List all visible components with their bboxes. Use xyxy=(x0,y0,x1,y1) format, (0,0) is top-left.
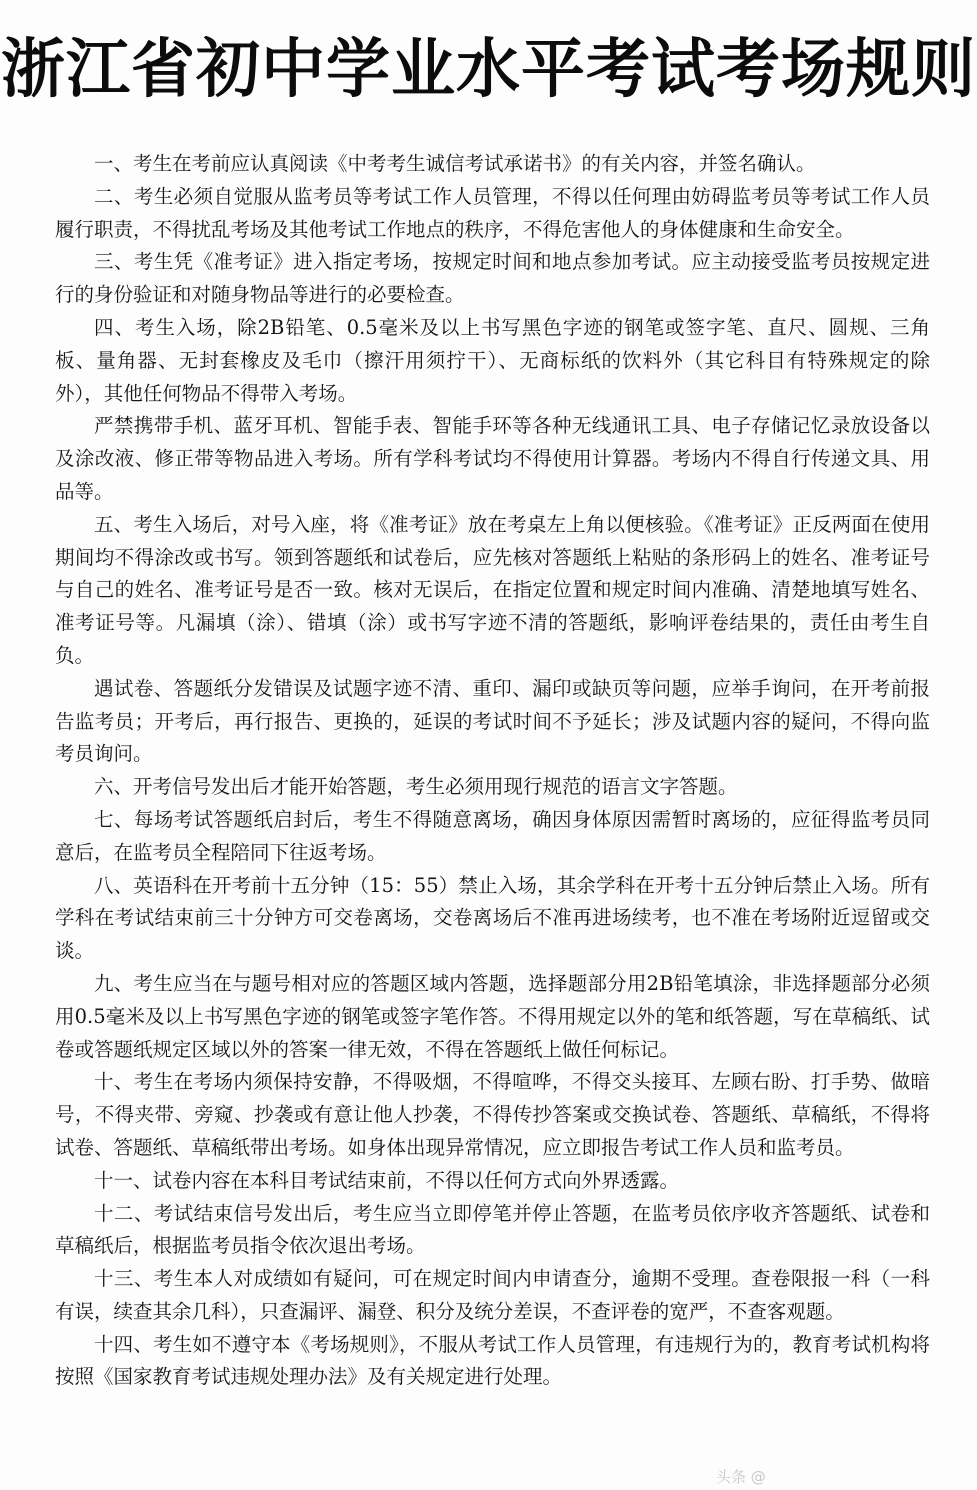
rule-5: 五、考生入场后，对号入座，将《准考证》放在考桌左上角以便核验。《准考证》正反两面在使用期间均不得涂改或书写。领到答题纸和试卷后，应先核对答题纸上粘贴的条形码上的姓名、准考证号与自己的姓名、准考证号是否一致。核对无误后，在指定位置和规定时间内准确、清楚地填写姓名、准考证号等。凡漏填（涂）、错填（涂）或书写字迹不清的答题纸，影响评卷结果的，责任由考生自负。 xyxy=(55,512,930,667)
rule-9: 九、考生应当在与题号相对应的答题区域内答题，选择题部分用2B铅笔填涂，非选择题部分必须用0.5毫米及以上书写黑色字迹的钢笔或签字笔作答。不得用规定以外的笔和纸答题，写在草稿纸、试卷或答题纸规定区域以外的答案一律无效，不得在答题纸上做任何标记。 xyxy=(55,971,930,1061)
watermark: 头条 @ xyxy=(716,1468,766,1486)
rule-8: 八、英语科在开考前十五分钟（15：55）禁止入场，其余学科在开考十五分钟后禁止入场。所有学科在考试结束前三十分钟方可交卷离场，交卷离场后不准再进场续考，也不准在考场附近逗留或交谈。 xyxy=(55,873,930,963)
rule-5-paper-issues: 遇试卷、答题纸分发错误及试题字迹不清、重印、漏印或缺页等问题，应举手询问，在开考前报告监考员；开考后，再行报告、更换的，延误的考试时间不予延长；涉及试题内容的疑问，不得向监考员询问。 xyxy=(55,676,930,766)
rule-4: 四、考生入场，除2B铅笔、0.5毫米及以上书写黑色字迹的钢笔或签字笔、直尺、圆规、三角板、量角器、无封套橡皮及毛巾（擦汗用须拧干）、无商标纸的饮料外（其它科目有特殊规定的除外），其他任何物品不得带入考场。 xyxy=(55,315,930,405)
rule-14: 十四、考生如不遵守本《考场规则》，不服从考试工作人员管理，有违规行为的，教育考试机构将按照《国家教育考试违规处理办法》及有关规定进行处理。 xyxy=(55,1332,930,1389)
document-body xyxy=(55,148,930,1394)
rule-1: 一、考生在考前应认真阅读《中考考生诚信考试承诺书》的有关内容，并签名确认。 xyxy=(94,152,816,175)
rule-7: 七、每场考试答题纸启封后，考生不得随意离场，确因身体原因需暂时离场的，应征得监考员同意后，在监考员全程陪同下往返考场。 xyxy=(55,807,930,864)
rule-13: 十三、考生本人对成绩如有疑问，可在规定时间内申请查分，逾期不受理。查卷限报一科（一科有误，续查其余几科），只查漏评、漏登、积分及统分差误，不查评卷的宽严，不查客观题。 xyxy=(55,1267,930,1323)
rule-10: 十、考生在考场内须保持安静，不得吸烟，不得喧哗，不得交头接耳、左顾右盼、打手势、做暗号，不得夹带、旁窥、抄袭或有意让他人抄袭，不得传抄答案或交换试卷、答题纸、草稿纸，不得将试卷、答题纸、草稿纸带出考场。如身体出现异常情况，应立即报告考试工作人员和监考员。 xyxy=(55,1070,930,1159)
rule-6: 六、开考信号发出后才能开始答题，考生必须用现行规范的语言文字答题。 xyxy=(94,775,738,799)
rule-11: 十一、试卷内容在本科目考试结束前，不得以任何方式向外界透露。 xyxy=(94,1168,680,1192)
rule-12: 十二、考试结束信号发出后，考生应当立即停笔并停止答题，在监考员依序收齐答题纸、试卷和草稿纸后，根据监考员指令依次退出考场。 xyxy=(55,1201,930,1258)
rule-4-prohibited-items: 严禁携带手机、蓝牙耳机、智能手表、智能手环等各种无线通讯工具、电子存储记忆录放设备以及涂改液、修正带等物品进入考场。所有学科考试均不得使用计算器。考场内不得自行传递文具、用品等。 xyxy=(55,414,930,503)
document-title: 浙江省初中学业水平考试考场规则 xyxy=(1,32,976,107)
rule-2: 二、考生必须自觉服从监考员等考试工作人员管理，不得以任何理由妨碍监考员等考试工作人员履行职责，不得扰乱考场及其他考试工作地点的秩序，不得危害他人的身体健康和生命安全。 xyxy=(55,184,930,241)
rule-3: 三、考生凭《准考证》进入指定考场，按规定时间和地点参加考试。应主动接受监考员按规定进行的身份验证和对随身物品等进行的必要检查。 xyxy=(55,250,930,307)
